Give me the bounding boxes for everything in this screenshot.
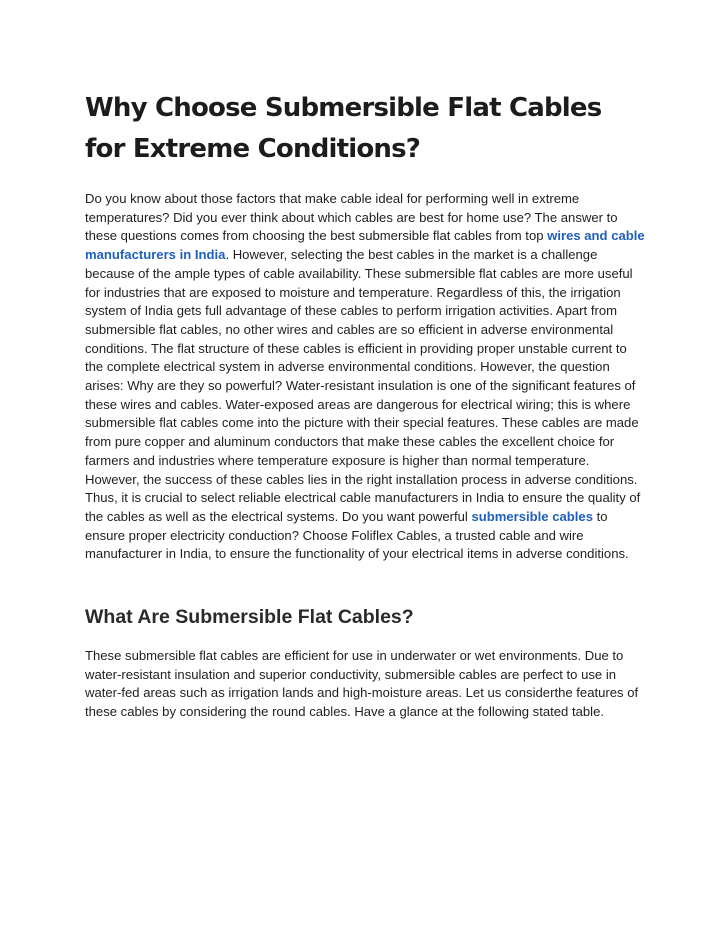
intro-text-part-1: Do you know about those factors that make cable ideal for performing well in extreme temperatures? Did you ever think about which cables are best for home use? The answer to these questions comes from choosing the best submersible flat cables from top [85, 191, 618, 244]
submersible-cables-link[interactable]: submersible cables [471, 508, 593, 524]
wires-and-cable-manufacturers-link[interactable]: wires and cable manufacturers in India [85, 228, 645, 263]
page-title: Why Choose Submersible Flat Cables for Extreme Conditions? [85, 93, 602, 164]
intro-text-part-3: to ensure proper electricity conduction? Choose Foliflex Cables, a trusted cable and wire manufacturer in India, to ensure the functionality of your electrical items in adverse conditions. [85, 508, 629, 562]
section-heading: What Are Submersible Flat Cables? [85, 606, 414, 629]
intro-text-part-2: . However, selecting the best cables in the market is a challenge because of the ample types of cable availability. These submersible flat cables are more useful for industries that are exposed to moisture and temperature. Regardless of this, the irrigation system of India gets full advantage of these cables to perform irrigation activities. Apart from submersible flat cables, no other wires and cables are so efficient in adverse environmental conditions. The flat structure of these cables is efficient in providing proper unstable current to the complete electrical system in adverse environmental conditions. However, the question arises: Why are they so powerful? Water-resistant insulation is one of the significant features of these wires and cables. Water-exposed areas are dangerous for electrical wiring; this is where submersible flat cables come into the picture with their special features. These cables are made from pure copper and aluminum conductors that make these cables the excellent choice for farmers and industries where temperature exposure is higher than normal temperature. However, the success of these cables lies in the right installation process in adverse conditions. Thus, it is crucial to select reliable electrical cable manufacturers in India to ensure the quality of the cables as well as the electrical systems. Do you want powerful [85, 247, 641, 524]
section-paragraph: These submersible flat cables are efficient for use in underwater or wet environments. Due to water-resistant insulation and superior conductivity, submersible cables are perfect to use in water-fed areas such as irrigation lands and high-moisture areas. Let us considerthe features of these cables by considering the round cables. Have a glance at the following stated table. [85, 648, 639, 720]
intro-paragraph [85, 190, 645, 564]
document-page [85, 88, 645, 722]
